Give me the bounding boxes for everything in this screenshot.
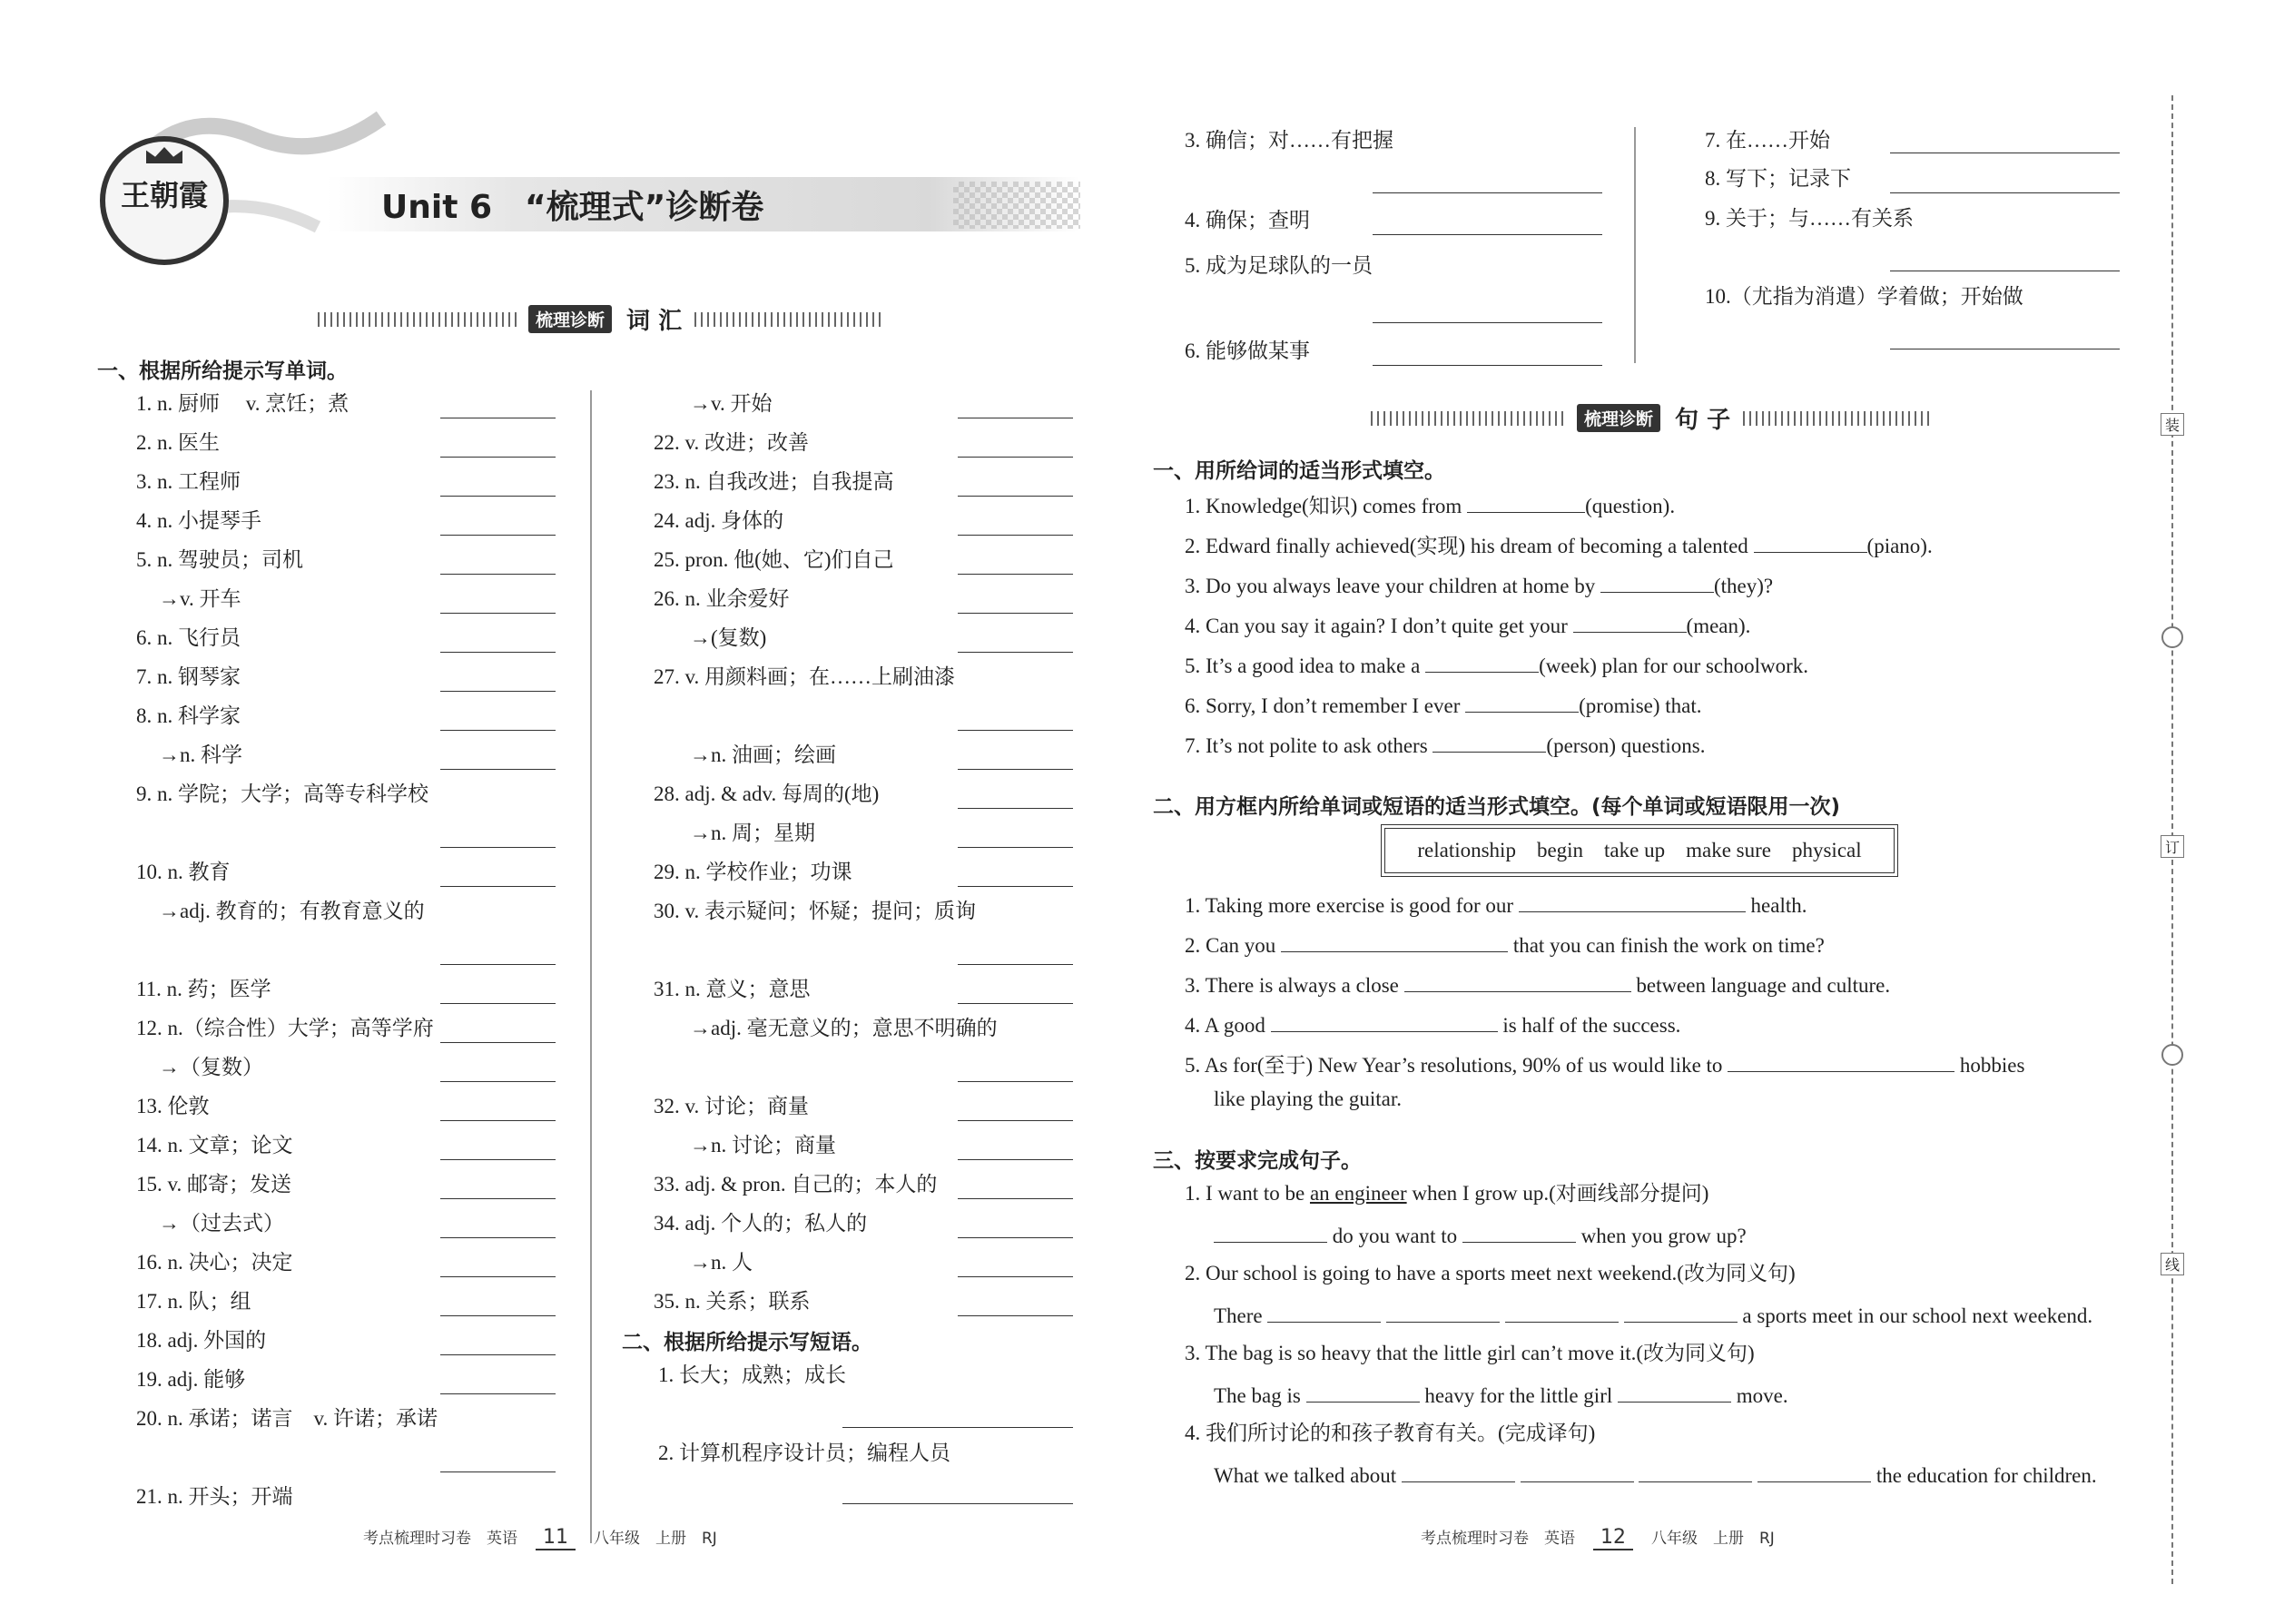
answer-blank[interactable] xyxy=(958,1081,1073,1082)
vocab-item: →n. 周；星期 xyxy=(690,822,815,844)
answer-blank[interactable] xyxy=(440,1003,556,1004)
vocab-tag: 梳理诊断 xyxy=(528,305,612,333)
answer-blank[interactable] xyxy=(958,886,1073,887)
part2-heading: 二、根据所给提示写短语。 xyxy=(622,1331,872,1354)
binding-circle-icon xyxy=(2161,1044,2183,1066)
vocab-item: 2. n. 医生 xyxy=(136,431,220,454)
answer-blank[interactable] xyxy=(958,769,1073,770)
vocab-item: 18. adj. 外国的 xyxy=(136,1329,267,1352)
vocab-item: 15. v. 邮寄；发送 xyxy=(136,1173,292,1196)
vocab-item: 20. n. 承诺；诺言 v. 许诺；承诺 xyxy=(136,1407,438,1430)
answer-blank[interactable] xyxy=(1573,610,1687,633)
phrase-item: 7. 在……开始 xyxy=(1705,129,1830,152)
vocab-item: →（过去式） xyxy=(159,1212,284,1235)
header-checker xyxy=(953,182,1080,229)
answer-blank[interactable] xyxy=(440,496,556,497)
vocab-item: →adj. 教育的；有教育意义的 xyxy=(159,900,425,922)
answer-blank[interactable] xyxy=(1618,1380,1731,1403)
column-divider xyxy=(590,390,592,1543)
s3-q1: 1. I want to be an engineer when I grow up.(对画线部分提问) xyxy=(1185,1182,1709,1205)
vocab-item: 32. v. 讨论；商量 xyxy=(654,1095,810,1117)
answer-blank[interactable] xyxy=(1639,1460,1752,1482)
vocab-item: 28. adj. & adv. 每周的(地) xyxy=(654,782,880,805)
phrase-item: 6. 能够做某事 xyxy=(1185,340,1310,362)
badge-text: 王朝霞 xyxy=(120,178,208,212)
vocab-item: 16. n. 决心；决定 xyxy=(136,1251,293,1274)
vocab-title: 词 汇 xyxy=(626,308,683,335)
answer-blank[interactable] xyxy=(958,730,1073,731)
s-part2-item: 4. A good is half of the success. xyxy=(1185,1009,1680,1039)
sentence-tag: 梳理诊断 xyxy=(1577,404,1660,432)
s3-a2: There a sports meet in our school next weekend. xyxy=(1214,1300,2092,1330)
answer-blank[interactable] xyxy=(958,1276,1073,1277)
answer-blank[interactable] xyxy=(1271,1009,1498,1032)
s3-a3: The bag is heavy for the little girl move. xyxy=(1214,1380,1788,1410)
column-divider xyxy=(1634,127,1636,363)
s-part2-heading: 二、用方框内所给单词或短语的适当形式填空。(每个单词或短语限用一次) xyxy=(1153,795,1841,819)
answer-blank[interactable] xyxy=(1373,234,1602,235)
answer-blank[interactable] xyxy=(440,1081,556,1082)
s-part1-item: 2. Edward finally achieved(实现) his dream of becoming a talented (piano). xyxy=(1185,530,1933,560)
vocab-item: 13. 伦敦 xyxy=(136,1095,210,1117)
answer-blank[interactable] xyxy=(1281,930,1508,952)
vocab-item: 6. n. 飞行员 xyxy=(136,626,241,649)
answer-blank[interactable] xyxy=(440,457,556,458)
answer-blank[interactable] xyxy=(1373,192,1602,193)
vocab-item: 26. n. 业余爱好 xyxy=(654,587,790,610)
answer-blank[interactable] xyxy=(958,964,1073,965)
answer-blank[interactable] xyxy=(958,652,1073,653)
answer-blank[interactable] xyxy=(958,1120,1073,1121)
vocab-item: 10. n. 教育 xyxy=(136,861,231,883)
word-box xyxy=(1384,828,1895,873)
sentence-title: 句 子 xyxy=(1675,407,1731,434)
answer-blank[interactable] xyxy=(440,964,556,965)
page-number: 11 xyxy=(536,1526,576,1550)
vocab-item: 3. n. 工程师 xyxy=(136,470,241,493)
vocab-item: 30. v. 表示疑问；怀疑；提问；质询 xyxy=(654,900,977,922)
answer-blank[interactable] xyxy=(440,613,556,614)
answer-blank[interactable] xyxy=(1373,365,1602,366)
sentence-banner xyxy=(1371,401,1934,435)
answer-blank[interactable] xyxy=(958,1159,1073,1160)
answer-blank[interactable] xyxy=(842,1503,1073,1504)
vocab-item: 17. n. 队；组 xyxy=(136,1290,251,1313)
phrase-item: 1. 长大；成熟；成长 xyxy=(658,1363,846,1386)
answer-blank[interactable] xyxy=(1267,1300,1381,1323)
vocab-item: 19. adj. 能够 xyxy=(136,1368,246,1391)
answer-blank[interactable] xyxy=(842,1427,1073,1428)
answer-blank[interactable] xyxy=(1214,1220,1327,1243)
answer-blank[interactable] xyxy=(958,1198,1073,1199)
vocab-item: →(复数) xyxy=(690,626,767,649)
answer-blank[interactable] xyxy=(1467,490,1585,513)
vocab-item: →（复数） xyxy=(159,1056,263,1078)
answer-blank[interactable] xyxy=(958,535,1073,536)
phrase-item: 10.（尤指为消遣）学着做；开始做 xyxy=(1705,285,2023,308)
answer-blank[interactable] xyxy=(440,886,556,887)
phrase-item: 5. 成为足球队的一员 xyxy=(1185,254,1373,277)
answer-blank[interactable] xyxy=(1306,1380,1420,1403)
answer-blank[interactable] xyxy=(440,1354,556,1355)
answer-blank[interactable] xyxy=(1521,1460,1634,1482)
s3-q2: 2. Our school is going to have a sports meet next weekend.(改为同义句) xyxy=(1185,1262,1796,1284)
answer-blank[interactable] xyxy=(440,1237,556,1238)
answer-blank[interactable] xyxy=(1433,730,1546,753)
s-part1-item: 6. Sorry, I don’t remember I ever (promise) that. xyxy=(1185,690,1702,720)
answer-blank[interactable] xyxy=(1754,530,1867,553)
answer-blank[interactable] xyxy=(440,847,556,848)
answer-blank[interactable] xyxy=(1373,322,1602,323)
answer-blank[interactable] xyxy=(440,1315,556,1316)
answer-blank[interactable] xyxy=(440,1471,556,1472)
answer-blank[interactable] xyxy=(958,1237,1073,1238)
vocab-item: →adj. 毫无意义的；意思不明确的 xyxy=(690,1017,998,1039)
answer-blank[interactable] xyxy=(958,574,1073,575)
s-part2-item: 2. Can you that you can finish the work on time? xyxy=(1185,930,1825,960)
s-part1-item: 4. Can you say it again? I don’t quite get your (mean). xyxy=(1185,610,1750,640)
s-part1-item: 1. Knowledge(知识) comes from (question). xyxy=(1185,490,1675,520)
vocab-item: 23. n. 自我改进；自我提高 xyxy=(654,470,894,493)
answer-blank[interactable] xyxy=(1505,1300,1619,1323)
answer-blank[interactable] xyxy=(1425,650,1539,673)
vocab-item: 7. n. 钢琴家 xyxy=(136,665,241,688)
vocab-item: →v. 开始 xyxy=(690,392,773,415)
vocab-item: →n. 人 xyxy=(690,1251,753,1274)
brand-badge xyxy=(100,136,229,265)
vocab-item: 8. n. 科学家 xyxy=(136,704,241,727)
s-part2-item: 3. There is always a close between language and culture. xyxy=(1185,969,1890,999)
footer-left: 考点梳理时习卷 英语 11 八年级 上册 RJ xyxy=(363,1526,717,1549)
s-part1-heading: 一、用所给词的适当形式填空。 xyxy=(1153,459,1445,483)
vocab-item: 25. pron. 他(她、它)们自己 xyxy=(654,548,894,571)
vocab-item: 34. adj. 个人的；私人的 xyxy=(654,1212,868,1235)
answer-blank[interactable] xyxy=(958,1003,1073,1004)
answer-blank[interactable] xyxy=(440,1120,556,1121)
answer-blank[interactable] xyxy=(1600,570,1714,593)
s-part2-item: 1. Taking more exercise is good for our health. xyxy=(1185,890,1807,920)
answer-blank[interactable] xyxy=(1386,1300,1500,1323)
answer-blank[interactable] xyxy=(958,613,1073,614)
answer-blank[interactable] xyxy=(1462,1220,1576,1243)
s-part1-item: 7. It’s not polite to ask others (person) questions. xyxy=(1185,730,1705,760)
answer-blank[interactable] xyxy=(958,808,1073,809)
footer-right: 考点梳理时习卷 英语 12 八年级 上册 RJ xyxy=(1421,1526,1775,1549)
answer-blank[interactable] xyxy=(440,691,556,692)
vocab-item: 27. v. 用颜料画；在……上刷油漆 xyxy=(654,665,956,688)
answer-blank[interactable] xyxy=(440,535,556,536)
binding-mark: 装 xyxy=(2161,413,2184,436)
binding-mark: 订 xyxy=(2161,835,2184,858)
crown-icon xyxy=(146,147,182,163)
s-part2-item: 5. As for(至于) New Year’s resolutions, 90% of us would like to hobbies xyxy=(1185,1049,2024,1079)
vocab-item: 14. n. 文章；论文 xyxy=(136,1134,293,1156)
vocab-item: 22. v. 改进；改善 xyxy=(654,431,810,454)
answer-blank[interactable] xyxy=(958,457,1073,458)
answer-blank[interactable] xyxy=(440,1393,556,1394)
vocab-item: 1. n. 厨师 v. 烹饪；煮 xyxy=(136,392,350,415)
answer-blank[interactable] xyxy=(958,847,1073,848)
answer-blank[interactable] xyxy=(1624,1300,1738,1323)
answer-blank[interactable] xyxy=(440,1276,556,1277)
s-part1-item: 3. Do you always leave your children at home by (they)? xyxy=(1185,570,1773,600)
answer-blank[interactable] xyxy=(1890,192,2120,193)
s-part2-item5-cont: like playing the guitar. xyxy=(1214,1088,1402,1110)
answer-blank[interactable] xyxy=(1404,969,1631,992)
vocab-item: 33. adj. & pron. 自己的；本人的 xyxy=(654,1173,938,1196)
answer-blank[interactable] xyxy=(1728,1049,1954,1072)
answer-blank[interactable] xyxy=(440,1042,556,1043)
vocab-item: 5. n. 驾驶员；司机 xyxy=(136,548,303,571)
answer-blank[interactable] xyxy=(440,769,556,770)
answer-blank[interactable] xyxy=(1402,1460,1515,1482)
phrase-item: 4. 确保；查明 xyxy=(1185,209,1310,231)
page-title: Unit 6 “梳理式”诊断卷 xyxy=(381,189,764,226)
vocab-item: →v. 开车 xyxy=(159,587,241,610)
vocab-item: 31. n. 意义；意思 xyxy=(654,978,811,1000)
vocab-banner xyxy=(318,302,885,336)
vocab-item: 9. n. 学院；大学；高等专科学校 xyxy=(136,782,428,805)
answer-blank[interactable] xyxy=(440,730,556,731)
vocab-item: 35. n. 关系；联系 xyxy=(654,1290,811,1313)
s3-q4: 4. 我们所讨论的和孩子教育有关。(完成译句) xyxy=(1185,1422,1596,1444)
binding-mark: 线 xyxy=(2161,1253,2184,1275)
binding-circle-icon xyxy=(2161,626,2183,648)
vocab-item: 21. n. 开头；开端 xyxy=(136,1485,293,1508)
s3-q3: 3. The bag is so heavy that the little girl can’t move it.(改为同义句) xyxy=(1185,1342,1755,1364)
underlined-phrase: an engineer xyxy=(1309,1182,1407,1205)
answer-blank[interactable] xyxy=(1519,890,1746,912)
answer-blank[interactable] xyxy=(440,1159,556,1160)
vocab-item: →n. 科学 xyxy=(159,743,242,766)
s3-a1: do you want to when you grow up? xyxy=(1214,1220,1747,1250)
answer-blank[interactable] xyxy=(1757,1460,1871,1482)
s-part1-item: 5. It’s a good idea to make a (week) plan for our schoolwork. xyxy=(1185,650,1808,680)
s3-a4: What we talked about the education for children. xyxy=(1214,1460,2097,1490)
answer-blank[interactable] xyxy=(958,1315,1073,1316)
answer-blank[interactable] xyxy=(1465,690,1579,713)
vocab-item: 29. n. 学校作业；功课 xyxy=(654,861,852,883)
answer-blank[interactable] xyxy=(440,652,556,653)
answer-blank[interactable] xyxy=(958,496,1073,497)
answer-blank[interactable] xyxy=(440,1198,556,1199)
vocab-item: 24. adj. 身体的 xyxy=(654,509,784,532)
part1-heading: 一、根据所给提示写单词。 xyxy=(97,359,348,383)
vocab-item: →n. 油画；绘画 xyxy=(690,743,836,766)
s-part3-heading: 三、按要求完成句子。 xyxy=(1153,1149,1362,1173)
vocab-item: 11. n. 药；医学 xyxy=(136,978,271,1000)
phrase-item: 8. 写下；记录下 xyxy=(1705,167,1851,190)
phrase-item: 9. 关于；与……有关系 xyxy=(1705,207,1914,230)
answer-blank[interactable] xyxy=(440,574,556,575)
phrase-item: 2. 计算机程序设计员；编程人员 xyxy=(658,1442,950,1464)
page-number: 12 xyxy=(1593,1526,1633,1550)
vocab-item: 12. n.（综合性）大学；高等学府 xyxy=(136,1017,434,1039)
vocab-item: 4. n. 小提琴手 xyxy=(136,509,261,532)
word-box-text: relationship begin take up make sure physical xyxy=(1417,839,1862,861)
vocab-item: →n. 讨论；商量 xyxy=(690,1134,836,1156)
phrase-item: 3. 确信；对……有把握 xyxy=(1185,129,1393,152)
